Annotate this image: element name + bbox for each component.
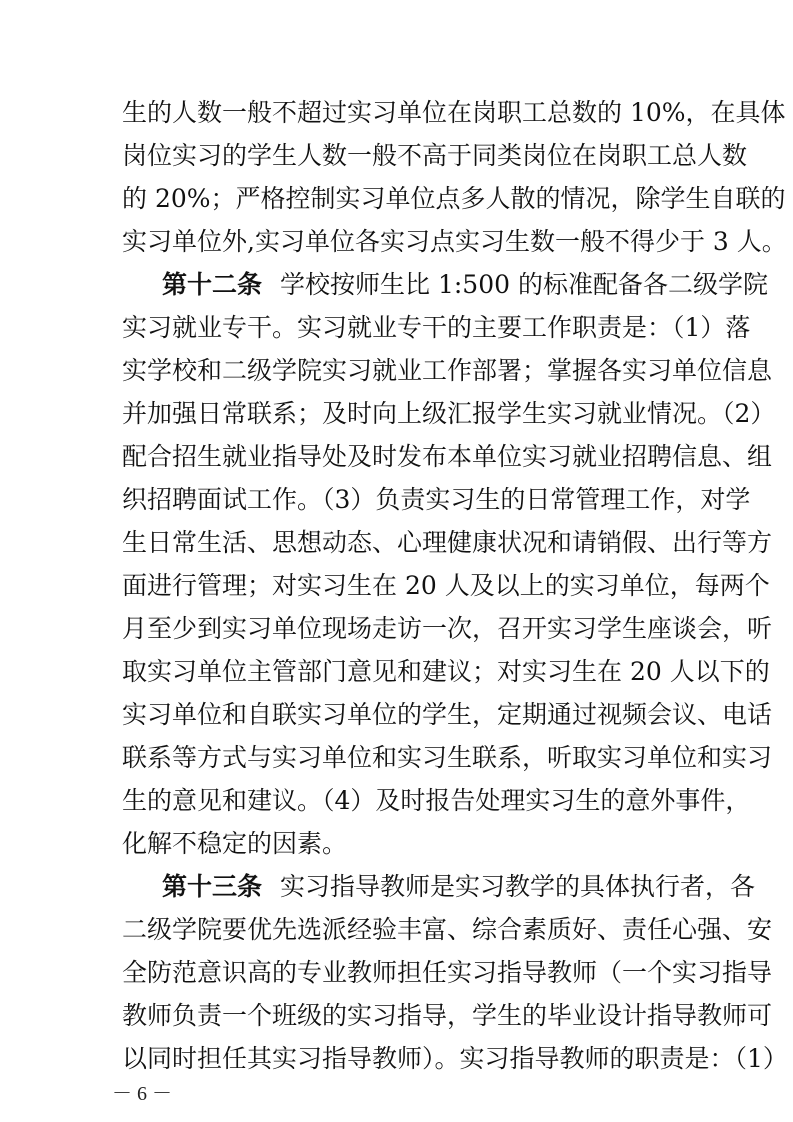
text-line: 岗位实习的学生人数一般不高于同类岗位在岗职工总人数	[122, 141, 748, 170]
article-12-heading: 第十二条	[162, 270, 263, 299]
text-line: 二级学院要优先选派经验丰富、综合素质好、责任心强、安	[122, 915, 773, 944]
text-line: 面进行管理；对实习生在 20 人及以上的实习单位，每两个	[122, 571, 770, 600]
text-line: 配合招生就业指导处及时发布本单位实习就业招聘信息、组	[122, 442, 773, 471]
text-line: 教师负责一个班级的实习指导，学生的毕业设计指导教师可	[122, 1001, 773, 1030]
text-line: 并加强日常联系；及时向上级汇报学生实习就业情况。（2）	[122, 399, 776, 428]
text-line: 实习单位外,实习单位各实习点实习生数一般不得少于 3 人。	[122, 227, 787, 256]
text-line: 织招聘面试工作。（3）负责实习生的日常管理工作，对学	[122, 485, 751, 514]
article-12-first-line	[162, 270, 768, 300]
text-line: 的 20%；严格控制实习单位点多人散的情况，除学生自联的	[122, 184, 786, 213]
text-line: 联系等方式与实习单位和实习生联系，听取实习单位和实习	[122, 743, 773, 772]
text-line: 学校按师生比 1:500 的标准配备各二级学院	[280, 270, 768, 299]
text-line: 实习指导教师是实习教学的具体执行者，各	[280, 872, 756, 901]
article-13-first-line	[162, 872, 756, 902]
text-line: 生日常生活、思想动态、心理健康状况和请销假、出行等方	[122, 528, 773, 557]
text-line: 实习单位和自联实习单位的学生，定期通过视频会议、电话	[122, 700, 773, 729]
text-line: 以同时担任其实习指导教师）。实习指导教师的职责是：（1）	[122, 1044, 788, 1073]
text-line: 实习就业专干。实习就业专干的主要工作职责是：（1）落	[122, 313, 751, 342]
text-line: 生的人数一般不超过实习单位在岗职工总数的 10%，在具体	[122, 98, 786, 127]
text-line: 生的意见和建议。（4）及时报告处理实习生的意外事件，	[122, 786, 751, 815]
text-line: 化解不稳定的因素。	[122, 829, 348, 858]
text-line: 取实习单位主管部门意见和建议；对实习生在 20 人以下的	[122, 657, 770, 686]
text-line: 实学校和二级学院实习就业工作部署；掌握各实习单位信息	[122, 356, 773, 385]
text-line: 全防范意识高的专业教师担任实习指导教师（一个实习指导	[122, 958, 773, 987]
article-13-heading: 第十三条	[162, 872, 263, 901]
text-line: 月至少到实习单位现场走访一次，召开实习学生座谈会，听	[122, 614, 773, 643]
page-number: － 6 －	[112, 1083, 172, 1105]
